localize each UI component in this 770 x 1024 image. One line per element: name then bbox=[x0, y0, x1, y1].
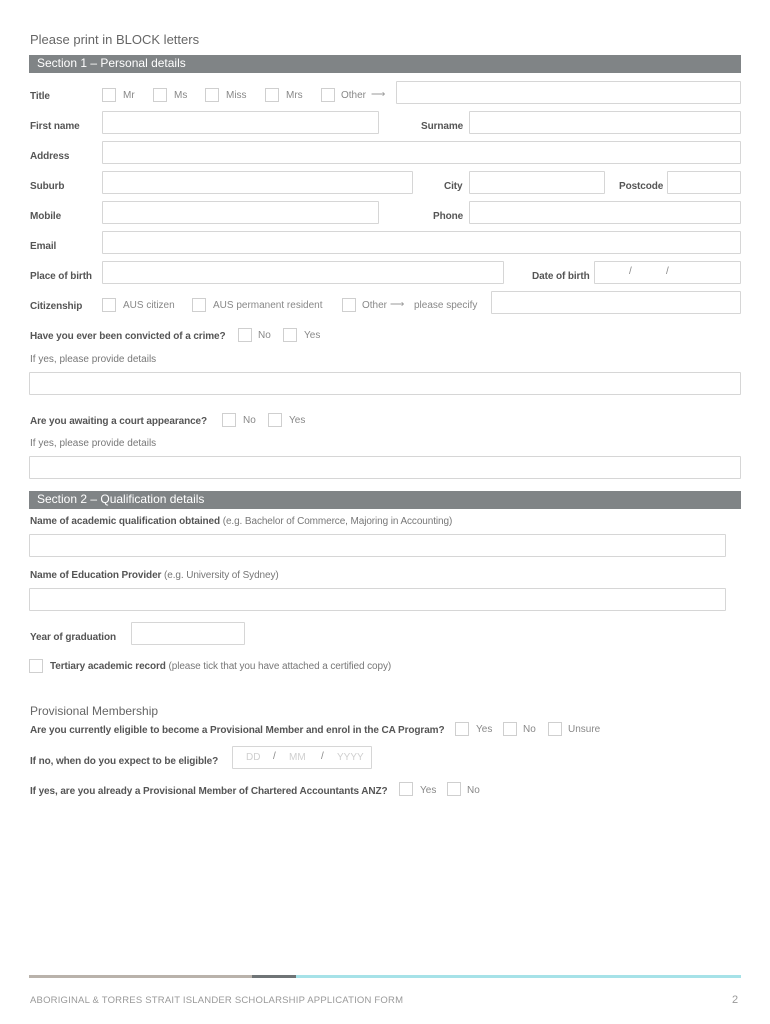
academic-record-label-text: Tertiary academic record bbox=[50, 661, 166, 672]
academic-record-label bbox=[50, 661, 391, 672]
section2-title: Section 2 – Qualification details bbox=[37, 492, 205, 506]
title-mr-label: Mr bbox=[123, 90, 135, 101]
provider-label bbox=[30, 570, 279, 581]
section1-header bbox=[29, 55, 741, 73]
title-other-checkbox[interactable] bbox=[321, 88, 335, 102]
crime-yes-checkbox[interactable] bbox=[283, 328, 297, 342]
address-label: Address bbox=[30, 151, 70, 162]
eligible-no-label: No bbox=[523, 724, 536, 735]
qualification-label bbox=[30, 516, 452, 527]
eligible-yes-checkbox[interactable] bbox=[455, 722, 469, 736]
address-input[interactable] bbox=[102, 141, 741, 164]
provider-hint: (e.g. University of Sydney) bbox=[164, 570, 279, 581]
court-details-prompt: If yes, please provide details bbox=[30, 438, 157, 449]
dd-placeholder: DD bbox=[246, 752, 261, 763]
citizenship-other-label: Other bbox=[362, 300, 388, 311]
citizenship-other-input[interactable] bbox=[491, 291, 741, 314]
eligible-no-checkbox[interactable] bbox=[503, 722, 517, 736]
date-separator: / bbox=[321, 751, 324, 762]
title-other-input[interactable] bbox=[396, 81, 741, 104]
instruction: Please print in BLOCK letters bbox=[30, 32, 200, 47]
title-ms-checkbox[interactable] bbox=[153, 88, 167, 102]
member-no-label: No bbox=[467, 785, 480, 796]
dob-separator: / bbox=[666, 266, 669, 277]
court-yes-checkbox[interactable] bbox=[268, 413, 282, 427]
academic-record-checkbox[interactable] bbox=[29, 659, 43, 673]
court-details-input[interactable] bbox=[29, 456, 741, 479]
footer-rule bbox=[29, 975, 741, 978]
surname-input[interactable] bbox=[469, 111, 741, 134]
eligible-unsure-label: Unsure bbox=[568, 724, 601, 735]
crime-no-label: No bbox=[258, 330, 271, 341]
citizenship-label: Citizenship bbox=[30, 301, 83, 312]
qualification-input[interactable] bbox=[29, 534, 726, 557]
title-mrs-checkbox[interactable] bbox=[265, 88, 279, 102]
yyyy-placeholder: YYYY bbox=[337, 752, 364, 763]
arrow-right-icon: ⟶ bbox=[371, 89, 386, 100]
postcode-label: Postcode bbox=[619, 181, 664, 192]
city-label: City bbox=[444, 181, 463, 192]
date-separator: / bbox=[273, 751, 276, 762]
eligible-question: Are you currently eligible to become a Provisional Member and enrol in the CA Program? bbox=[30, 725, 445, 736]
title-mr-checkbox[interactable] bbox=[102, 88, 116, 102]
qualification-hint: (e.g. Bachelor of Commerce, Majoring in Accounting) bbox=[222, 516, 453, 527]
aus-citizen-label: AUS citizen bbox=[123, 300, 175, 311]
aus-citizen-checkbox[interactable] bbox=[102, 298, 116, 312]
court-yes-label: Yes bbox=[289, 415, 306, 426]
eligible-yes-label: Yes bbox=[476, 724, 493, 735]
crime-details-prompt: If yes, please provide details bbox=[30, 354, 157, 365]
footer-rule-segment bbox=[29, 975, 252, 978]
title-miss-checkbox[interactable] bbox=[205, 88, 219, 102]
aus-pr-checkbox[interactable] bbox=[192, 298, 206, 312]
date-of-birth-input[interactable] bbox=[594, 261, 741, 284]
title-miss-label: Miss bbox=[226, 90, 247, 101]
please-specify-label: please specify bbox=[414, 300, 478, 311]
title-label: Title bbox=[30, 91, 50, 102]
suburb-label: Suburb bbox=[30, 181, 65, 192]
mobile-input[interactable] bbox=[102, 201, 379, 224]
section1-title: Section 1 – Personal details bbox=[37, 56, 186, 70]
court-question: Are you awaiting a court appearance? bbox=[30, 416, 208, 427]
postcode-input[interactable] bbox=[667, 171, 741, 194]
member-question: If yes, are you already a Provisional Member of Chartered Accountants ANZ? bbox=[30, 786, 388, 797]
member-no-checkbox[interactable] bbox=[447, 782, 461, 796]
footer-title: ABORIGINAL & TORRES STRAIT ISLANDER SCHOLARSHIP APPLICATION FORM bbox=[30, 995, 404, 1006]
date-of-birth-label: Date of birth bbox=[532, 271, 590, 282]
email-label: Email bbox=[30, 241, 57, 252]
provisional-heading: Provisional Membership bbox=[30, 704, 159, 718]
provider-input[interactable] bbox=[29, 588, 726, 611]
first-name-input[interactable] bbox=[102, 111, 379, 134]
provider-label-text: Name of Education Provider bbox=[30, 570, 162, 581]
mm-placeholder: MM bbox=[289, 752, 306, 763]
graduation-year-input[interactable] bbox=[131, 622, 245, 645]
place-of-birth-label: Place of birth bbox=[30, 271, 92, 282]
first-name-label: First name bbox=[30, 121, 80, 132]
mobile-label: Mobile bbox=[30, 211, 62, 222]
member-yes-checkbox[interactable] bbox=[399, 782, 413, 796]
qualification-label-text: Name of academic qualification obtained bbox=[30, 516, 221, 527]
member-yes-label: Yes bbox=[420, 785, 437, 796]
footer-rule-segment bbox=[296, 975, 741, 978]
crime-yes-label: Yes bbox=[304, 330, 321, 341]
email-input[interactable] bbox=[102, 231, 741, 254]
dob-separator: / bbox=[629, 266, 632, 277]
crime-no-checkbox[interactable] bbox=[238, 328, 252, 342]
phone-label: Phone bbox=[433, 211, 464, 222]
citizenship-other-checkbox[interactable] bbox=[342, 298, 356, 312]
arrow-right-icon: ⟶ bbox=[390, 299, 405, 310]
surname-label: Surname bbox=[421, 121, 464, 132]
suburb-input[interactable] bbox=[102, 171, 413, 194]
title-ms-label: Ms bbox=[174, 90, 188, 101]
page-number: 2 bbox=[732, 994, 739, 1006]
place-of-birth-input[interactable] bbox=[102, 261, 504, 284]
city-input[interactable] bbox=[469, 171, 605, 194]
footer-rule-segment bbox=[252, 975, 296, 978]
title-mrs-label: Mrs bbox=[286, 90, 303, 101]
court-no-checkbox[interactable] bbox=[222, 413, 236, 427]
crime-question: Have you ever been convicted of a crime? bbox=[30, 331, 226, 342]
aus-pr-label: AUS permanent resident bbox=[213, 300, 323, 311]
title-other-label: Other bbox=[341, 90, 367, 101]
section2-header bbox=[29, 491, 741, 509]
expected-date-input[interactable] bbox=[232, 746, 372, 769]
eligible-unsure-checkbox[interactable] bbox=[548, 722, 562, 736]
phone-input[interactable] bbox=[469, 201, 741, 224]
expect-eligible-question: If no, when do you expect to be eligible? bbox=[30, 756, 219, 767]
crime-details-input[interactable] bbox=[29, 372, 741, 395]
court-no-label: No bbox=[243, 415, 256, 426]
academic-record-hint: (please tick that you have attached a certified copy) bbox=[168, 661, 392, 672]
graduation-year-label: Year of graduation bbox=[30, 632, 116, 643]
